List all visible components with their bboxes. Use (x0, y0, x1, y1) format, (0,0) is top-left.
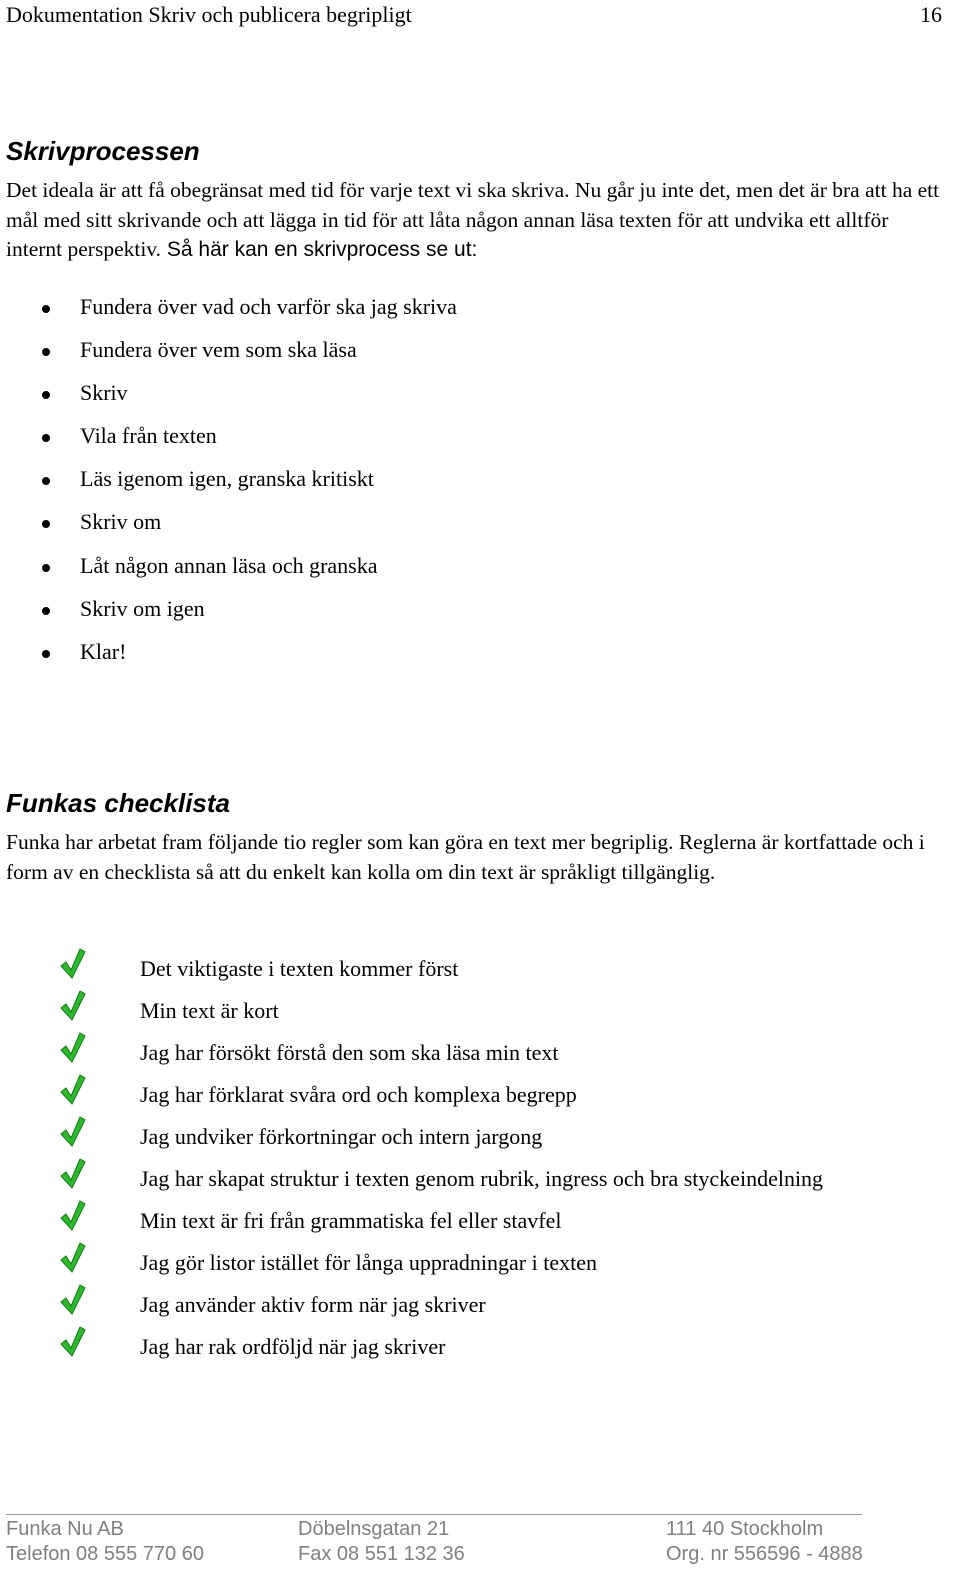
checklist-item: Jag har förklarat svåra ord och komplexa begrepp (0, 1079, 823, 1121)
paragraph-serif-text: Det ideala är att få obegränsat med tid för varje text vi ska skriva. Nu går ju inte det, men det är bra att ha ett mål med sitt skrivande och att lägga in tid för att låta någon annan läsa texten för att undvika ett alltför internt perspektiv. (6, 178, 940, 261)
list-item: Vila från texten (0, 421, 457, 464)
bullet-icon (42, 434, 50, 442)
list-item: Fundera över vem som ska läsa (0, 335, 457, 378)
list-item: Läs igenom igen, granska kritiskt (0, 464, 457, 507)
list-item: Skriv (0, 378, 457, 421)
checklist (0, 953, 823, 1373)
checkmark-icon (60, 989, 86, 1023)
footer-city-column (666, 1517, 863, 1567)
checkmark-icon (60, 1241, 86, 1275)
footer-company-column (6, 1517, 204, 1567)
footer-phone: Telefon 08 555 770 60 (6, 1543, 204, 1565)
footer-address-column (298, 1517, 465, 1567)
document-title: Dokumentation Skriv och publicera begripligt (6, 2, 412, 27)
list-item: Fundera över vad och varför ska jag skriva (0, 292, 457, 335)
bullet-icon (42, 650, 50, 658)
checklist-item: Jag gör listor istället för långa uppradningar i texten (0, 1247, 823, 1289)
list-item: Klar! (0, 637, 457, 680)
bullet-icon (42, 348, 50, 356)
footer-city: 111 40 Stockholm (666, 1518, 824, 1540)
heading-funkas-checklista: Funkas checklista (6, 788, 230, 818)
footer-company: Funka Nu AB (6, 1518, 124, 1540)
checklist-item: Jag använder aktiv form när jag skriver (0, 1289, 823, 1331)
footer-divider (6, 1514, 862, 1515)
checkmark-icon (60, 1031, 86, 1065)
checkmark-icon (60, 947, 86, 981)
bullet-icon (42, 305, 50, 313)
bullet-icon (42, 477, 50, 485)
list-item: Låt någon annan läsa och granska (0, 551, 457, 594)
footer-street: Döbelnsgatan 21 (298, 1518, 450, 1540)
checklist-item: Min text är kort (0, 995, 823, 1037)
checkmark-icon (60, 1325, 86, 1359)
checklist-item: Jag undviker förkortningar och intern jargong (0, 1121, 823, 1163)
checkmark-icon (60, 1283, 86, 1317)
checklist-item: Jag har skapat struktur i texten genom rubrik, ingress och bra styckeindelning (0, 1163, 823, 1205)
list-item: Skriv om igen (0, 594, 457, 637)
skrivprocessen-paragraph (6, 176, 946, 265)
paragraph-sans-text: Så här kan en skrivprocess se ut: (161, 238, 478, 261)
bullet-icon (42, 564, 50, 572)
heading-skrivprocessen: Skrivprocessen (6, 136, 200, 166)
checkmark-icon (60, 1073, 86, 1107)
checklist-item: Det viktigaste i texten kommer först (0, 953, 823, 995)
checklist-item: Jag har rak ordföljd när jag skriver (0, 1331, 823, 1373)
bullet-icon (42, 520, 50, 528)
page-header (6, 0, 942, 30)
process-list (0, 292, 457, 680)
footer-fax: Fax 08 551 132 36 (298, 1543, 465, 1565)
list-item: Skriv om (0, 507, 457, 550)
checklist-intro-paragraph: Funka har arbetat fram följande tio regler som kan göra en text mer begriplig. Reglerna är kortfattade och i form av en checklista så att du enkelt kan kolla om din text är språkligt tillgänglig. (6, 830, 925, 884)
checklist-item: Jag har försökt förstå den som ska läsa min text (0, 1037, 823, 1079)
checkmark-icon (60, 1157, 86, 1191)
bullet-icon (42, 607, 50, 615)
checkmark-icon (60, 1199, 86, 1233)
page-number: 16 (920, 2, 942, 27)
checkmark-icon (60, 1115, 86, 1149)
footer-org-number: Org. nr 556596 - 4888 (666, 1543, 863, 1565)
checklist-item: Min text är fri från grammatiska fel eller stavfel (0, 1205, 823, 1247)
bullet-icon (42, 391, 50, 399)
